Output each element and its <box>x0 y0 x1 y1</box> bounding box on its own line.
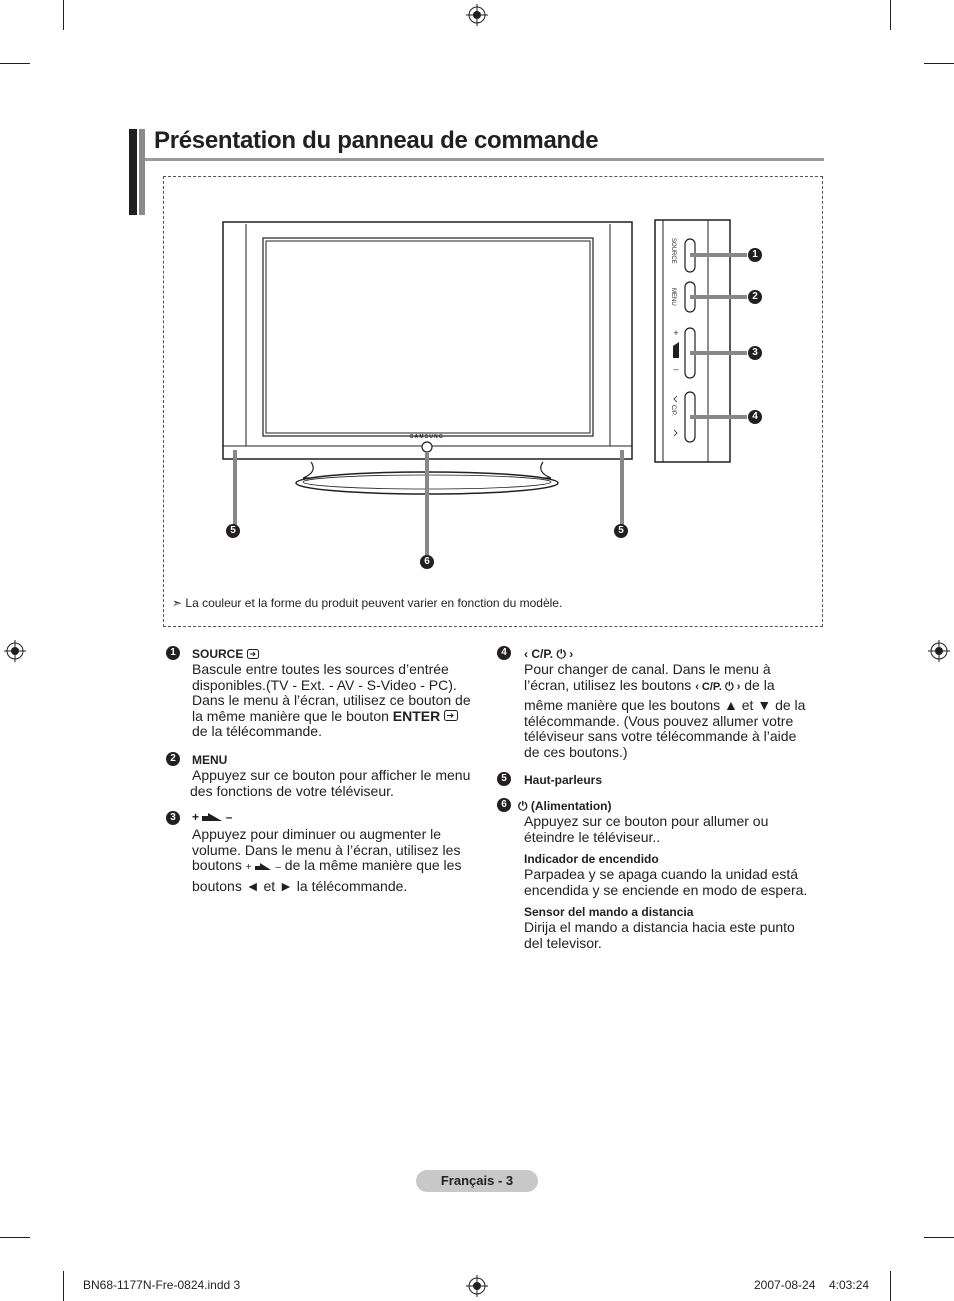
item-number: 5 <box>497 772 511 786</box>
menu-item-text: Appuyez sur ce bouton pour afficher le menu des fonctions de votre téléviseur. <box>190 767 471 799</box>
channel-item-text: Pour changer de canal. Dans le menu à l’écran, utilisez les boutons ‹ C/P. ⏻ › de la même manière que les boutons ▲ et ▼ de la télécommande. (Vous pouvez allumer votre téléviseur sans votre télécommande à l’aide de ces boutons.) <box>524 661 806 760</box>
item-number: 4 <box>497 646 511 660</box>
sensor-title: Sensor del mando a distancia <box>524 905 694 919</box>
tv-brand-logo: SAMSUNG <box>410 434 444 440</box>
item-number: 3 <box>166 811 180 825</box>
imprint-date: 2007-08-24 <box>754 1278 816 1292</box>
item-number: 2 <box>166 752 180 766</box>
callout-number: 6 <box>420 555 434 569</box>
side-label-plus: + <box>673 328 679 338</box>
sensor-text: Dirija el mando a distancia hacia este punto del televisor. <box>524 919 795 951</box>
page-title: Présentation du panneau de commande <box>154 127 599 154</box>
callout-number: 5 <box>226 524 240 538</box>
callout-number: 1 <box>748 248 762 262</box>
indicator-text: Parpadea y se apaga cuando la unidad está encendida y se enciende en modo de espera. <box>524 866 808 898</box>
registration-mark-icon <box>466 4 488 26</box>
side-label-minus: – <box>673 364 679 374</box>
registration-mark-icon <box>4 640 26 662</box>
enter-icon <box>444 710 458 721</box>
power-item-text: Appuyez sur ce bouton pour allumer ou éteindre le téléviseur.. <box>524 813 769 845</box>
speakers-item-title: Haut-parleurs <box>524 773 603 787</box>
figure-note-text: La couleur et la forme du produit peuvent varier en fonction du modèle. <box>185 596 563 610</box>
callout-number: 5 <box>614 524 628 538</box>
title-accent-bar <box>129 129 137 215</box>
power-icon: ⏻ <box>518 799 528 813</box>
channel-item-title: ‹ C/P. ⏻ › <box>524 647 574 661</box>
imprint-filename: BN68-1177N-Fre-0824.indd 3 <box>83 1278 241 1292</box>
enter-icon <box>247 649 259 659</box>
side-control-panel <box>655 220 747 462</box>
crop-mark <box>890 0 891 30</box>
crop-mark <box>63 0 64 30</box>
crop-mark <box>924 1237 954 1238</box>
source-item-title: SOURCE <box>192 647 259 661</box>
crop-mark <box>890 1271 891 1301</box>
volume-item-title: + – <box>192 810 233 824</box>
volume-icon <box>255 863 271 870</box>
callout-number: 2 <box>748 290 762 304</box>
indicator-title: Indicador de encendido <box>524 852 659 866</box>
item-number: 6 <box>497 798 511 812</box>
source-item-text: Bascule entre toutes les sources d’entrée disponibles.(TV - Ext. - AV - S-Video - PC). Dans le menu à l’écran, utilisez ce bouton de la même manière que le bouton ENTER de la télécommande. <box>192 661 471 740</box>
callout-number: 4 <box>748 410 762 424</box>
note-arrow-icon: ➣ <box>172 596 186 610</box>
page-number-badge: Français - 3 <box>416 1170 538 1192</box>
side-label-source: SOURCE <box>670 238 676 264</box>
power-button-icon <box>422 442 432 452</box>
item-number: 1 <box>166 646 180 660</box>
tv-diagram <box>163 176 823 627</box>
title-underline <box>145 158 824 161</box>
title-accent-bar <box>139 129 145 215</box>
registration-mark-icon <box>466 1275 488 1297</box>
imprint-time: 4:03:24 <box>829 1278 870 1292</box>
side-label-menu: MENU <box>670 288 676 306</box>
power-item-title: ⏻ (Alimentation) <box>518 799 612 813</box>
crop-mark <box>0 1237 30 1238</box>
crop-mark <box>0 63 30 64</box>
side-label-channel: C/P. <box>670 405 676 416</box>
callout-number: 3 <box>748 346 762 360</box>
volume-icon <box>202 813 222 821</box>
menu-item-title: MENU <box>192 753 228 767</box>
crop-mark <box>924 63 954 64</box>
volume-item-text: Appuyez pour diminuer ou augmenter le volume. Dans le menu à l’écran, utilisez les boutons + – de la même manière que les boutons ◄ et ► la télécommande. <box>192 826 462 894</box>
figure-note <box>172 596 562 610</box>
registration-mark-icon <box>928 640 950 662</box>
crop-mark <box>63 1271 64 1301</box>
